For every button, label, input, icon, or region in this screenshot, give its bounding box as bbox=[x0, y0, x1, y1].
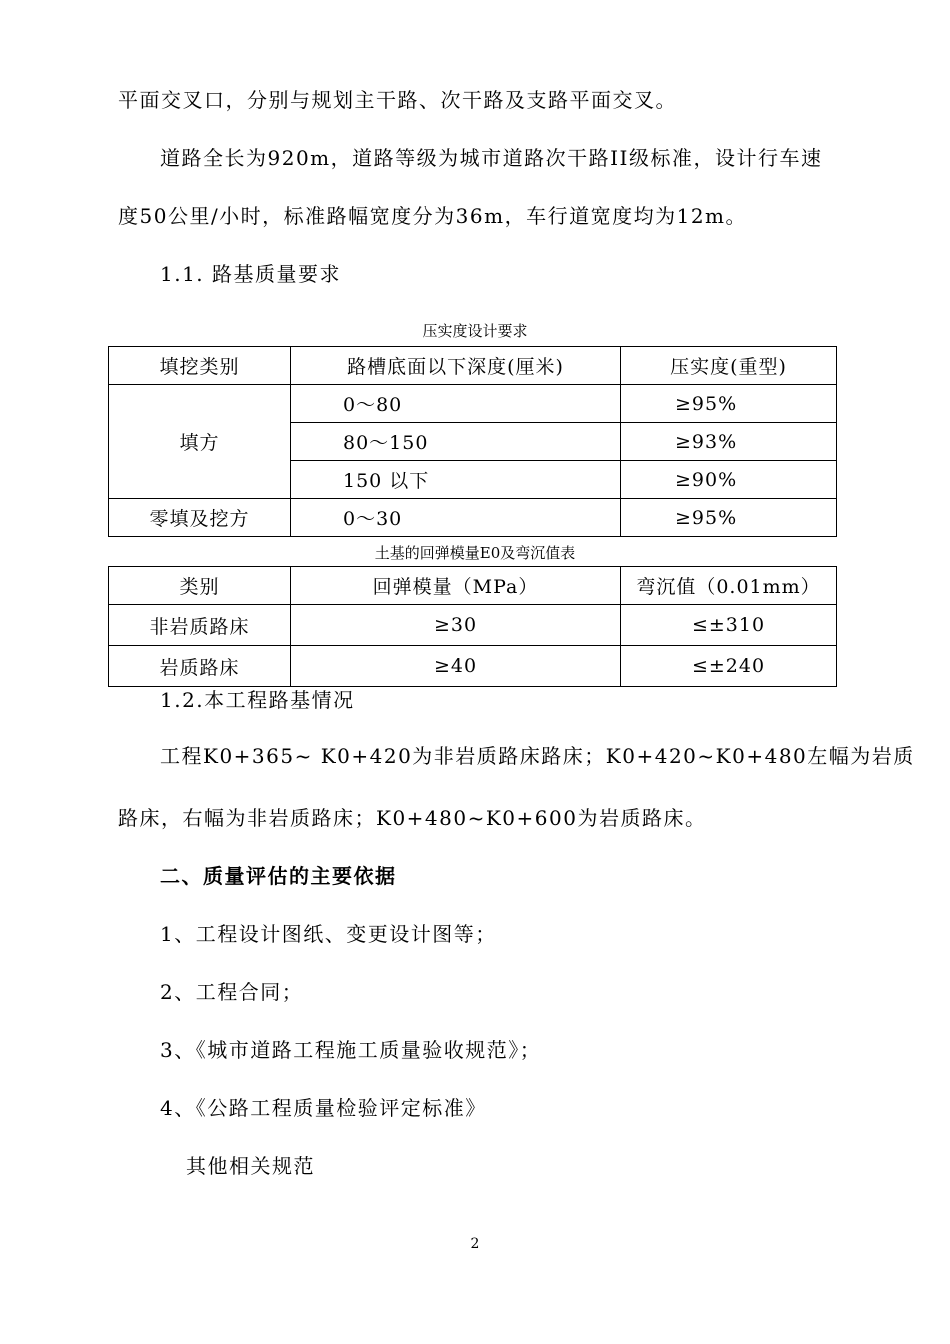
modulus-table bbox=[108, 566, 837, 687]
table-row bbox=[109, 385, 837, 423]
header-category: 类别 bbox=[109, 567, 291, 605]
paragraph-subgrade-segments-cont: 路床，右幅为非岩质路床；K0+480~K0+600为岩质路床。 bbox=[118, 806, 707, 830]
fill-category-cell: 填方 bbox=[109, 385, 291, 499]
table2-caption: 土基的回弹模量E0及弯沉值表 bbox=[374, 544, 576, 562]
header-modulus: 回弹模量（MPa） bbox=[291, 567, 621, 605]
heading-subgrade-situation: 1.2.本工程路基情况 bbox=[160, 688, 355, 712]
depth-cell: 150 以下 bbox=[291, 461, 621, 499]
page-number: 2 bbox=[470, 1236, 480, 1252]
depth-cell: 80～150 bbox=[291, 423, 621, 461]
list-item: 2、工程合同； bbox=[160, 980, 304, 1004]
compaction-cell: ≥90% bbox=[621, 461, 837, 499]
zero-fill-category-cell: 零填及挖方 bbox=[109, 499, 291, 537]
list-item: 1、工程设计图纸、变更设计图等； bbox=[160, 922, 497, 946]
paragraph-subgrade-segments: 工程K0+365~ K0+420为非岩质路床路床；K0+420~K0+480左幅为岩质 bbox=[160, 744, 915, 768]
compaction-cell: ≥95% bbox=[621, 499, 837, 537]
table-header-row bbox=[109, 347, 837, 385]
header-depth: 路槽底面以下深度(厘米) bbox=[291, 347, 621, 385]
category-cell: 非岩质路床 bbox=[109, 605, 291, 646]
table-row bbox=[109, 646, 837, 687]
list-item: 4、《公路工程质量检验评定标准》 bbox=[160, 1096, 487, 1120]
modulus-cell: ≥40 bbox=[291, 646, 621, 687]
list-item: 3、《城市道路工程施工质量验收规范》； bbox=[160, 1038, 542, 1062]
table-header-row bbox=[109, 567, 837, 605]
compaction-cell: ≥93% bbox=[621, 423, 837, 461]
compaction-table bbox=[108, 346, 837, 537]
paragraph-road-length-cont: 度50公里/小时，标准路幅宽度分为36m，车行道宽度均为12m。 bbox=[118, 204, 748, 228]
header-category: 填挖类别 bbox=[109, 347, 291, 385]
list-item-other: 其他相关规范 bbox=[186, 1154, 315, 1178]
table-row bbox=[109, 605, 837, 646]
modulus-cell: ≥30 bbox=[291, 605, 621, 646]
paragraph-intersection: 平面交叉口，分别与规划主干路、次干路及支路平面交叉。 bbox=[118, 88, 677, 112]
depth-cell: 0～30 bbox=[291, 499, 621, 537]
table-row bbox=[109, 499, 837, 537]
section-heading-basis: 二、质量评估的主要依据 bbox=[160, 864, 397, 888]
category-cell: 岩质路床 bbox=[109, 646, 291, 687]
heading-subgrade-quality: 1.1. 路基质量要求 bbox=[160, 262, 342, 286]
deflection-cell: ≤±310 bbox=[621, 605, 837, 646]
paragraph-road-length: 道路全长为920m，道路等级为城市道路次干路II级标准，设计行车速 bbox=[160, 146, 823, 170]
header-compaction: 压实度(重型) bbox=[621, 347, 837, 385]
table1-caption: 压实度设计要求 bbox=[422, 322, 528, 340]
deflection-cell: ≤±240 bbox=[621, 646, 837, 687]
depth-cell: 0～80 bbox=[291, 385, 621, 423]
compaction-cell: ≥95% bbox=[621, 385, 837, 423]
header-deflection: 弯沉值（0.01mm） bbox=[621, 567, 837, 605]
